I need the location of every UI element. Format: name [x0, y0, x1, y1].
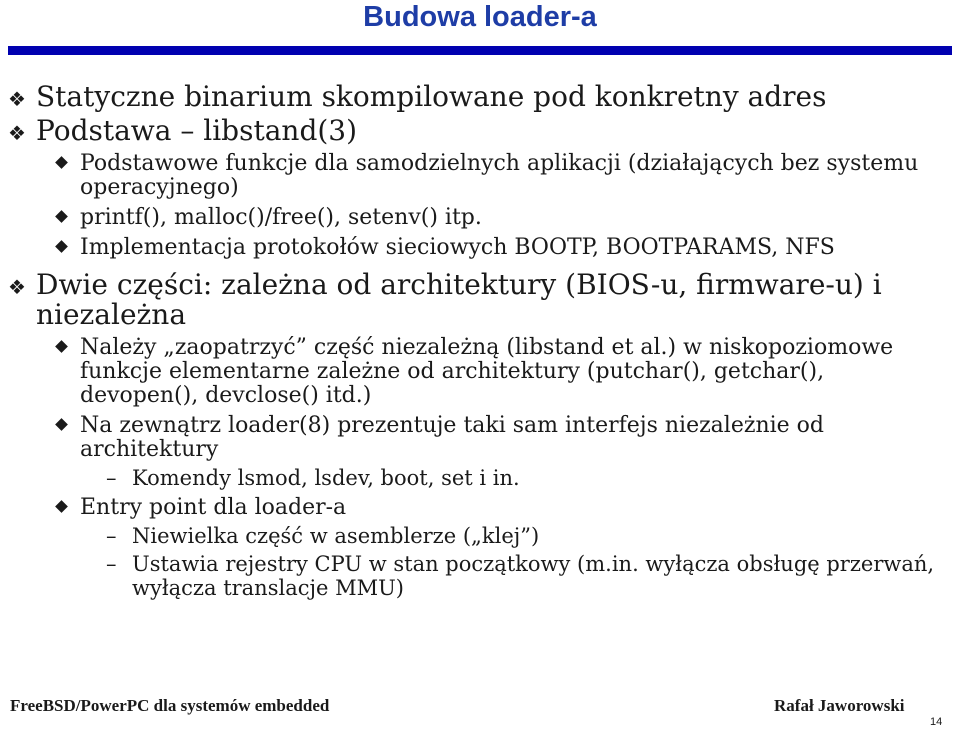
list-item: [0, 116, 948, 146]
dash-bullet-icon: –: [106, 524, 117, 548]
diamond-bullet-icon: ❖: [8, 275, 26, 299]
square-bullet-icon: [55, 340, 68, 353]
sub-sub-list-item: [0, 466, 948, 490]
list-item-text: Niewielka część w asemblerze („klej”): [132, 524, 540, 548]
square-bullet-icon: [55, 500, 68, 513]
list-item: [0, 270, 948, 330]
square-bullet-icon: [55, 210, 68, 223]
footer-author: Rafał Jaworowski: [774, 696, 905, 715]
list-item-text: Należy „zaopatrzyć” część niezależną (libstand et al.) w niskopoziomowe funkcje elementarne zależne od architektury (putchar(), getchar(), devopen(), devclose() itd.): [80, 335, 894, 408]
dash-bullet-icon: –: [106, 466, 117, 490]
page-number: 14: [930, 716, 943, 728]
footer-title: FreeBSD/PowerPC dla systemów embedded: [10, 696, 330, 715]
sub-list-item: [0, 496, 948, 520]
sub-list-item: [0, 152, 948, 200]
sub-list-item: [0, 336, 948, 408]
title-divider: [8, 46, 952, 55]
list-item-text: Entry point dla loader-a: [80, 495, 347, 520]
list-item: [0, 82, 948, 112]
list-item-text: Podstawa – libstand(3): [36, 114, 358, 147]
list-item-text: Implementacja protokołów sieciowych BOOTP, BOOTPARAMS, NFS: [80, 235, 835, 260]
sub-sub-list-item: [0, 524, 948, 548]
diamond-bullet-icon: ❖: [8, 87, 26, 111]
square-bullet-icon: [55, 240, 68, 253]
sub-list-item: [0, 414, 948, 462]
slide-title: Budowa loader-a: [363, 1, 597, 33]
sub-list-item: [0, 206, 948, 230]
sub-sub-list-item: [0, 552, 948, 600]
diamond-bullet-icon: ❖: [8, 121, 26, 145]
slide-content: [0, 80, 960, 604]
square-bullet-icon: [55, 418, 68, 431]
list-item-text: Dwie części: zależna od architektury (BIOS-u, firmware-u) i niezależna: [36, 268, 882, 331]
sub-list-item: [0, 236, 948, 260]
list-item-text: Ustawia rejestry CPU w stan początkowy (m.in. wyłącza obsługę przerwań, wyłącza translacje MMU): [132, 552, 935, 600]
list-item-text: Statyczne binarium skompilowane pod konkretny adres: [36, 80, 827, 113]
list-item-text: Komendy lsmod, lsdev, boot, set i in.: [132, 466, 520, 490]
dash-bullet-icon: –: [106, 552, 117, 576]
square-bullet-icon: [55, 156, 68, 169]
list-item-text: Podstawowe funkcje dla samodzielnych aplikacji (działających bez systemu operacyjnego): [80, 151, 919, 200]
list-item-text: printf(), malloc()/free(), setenv() itp.: [80, 205, 482, 230]
list-item-text: Na zewnątrz loader(8) prezentuje taki sam interfejs niezależnie od architektury: [80, 413, 824, 462]
